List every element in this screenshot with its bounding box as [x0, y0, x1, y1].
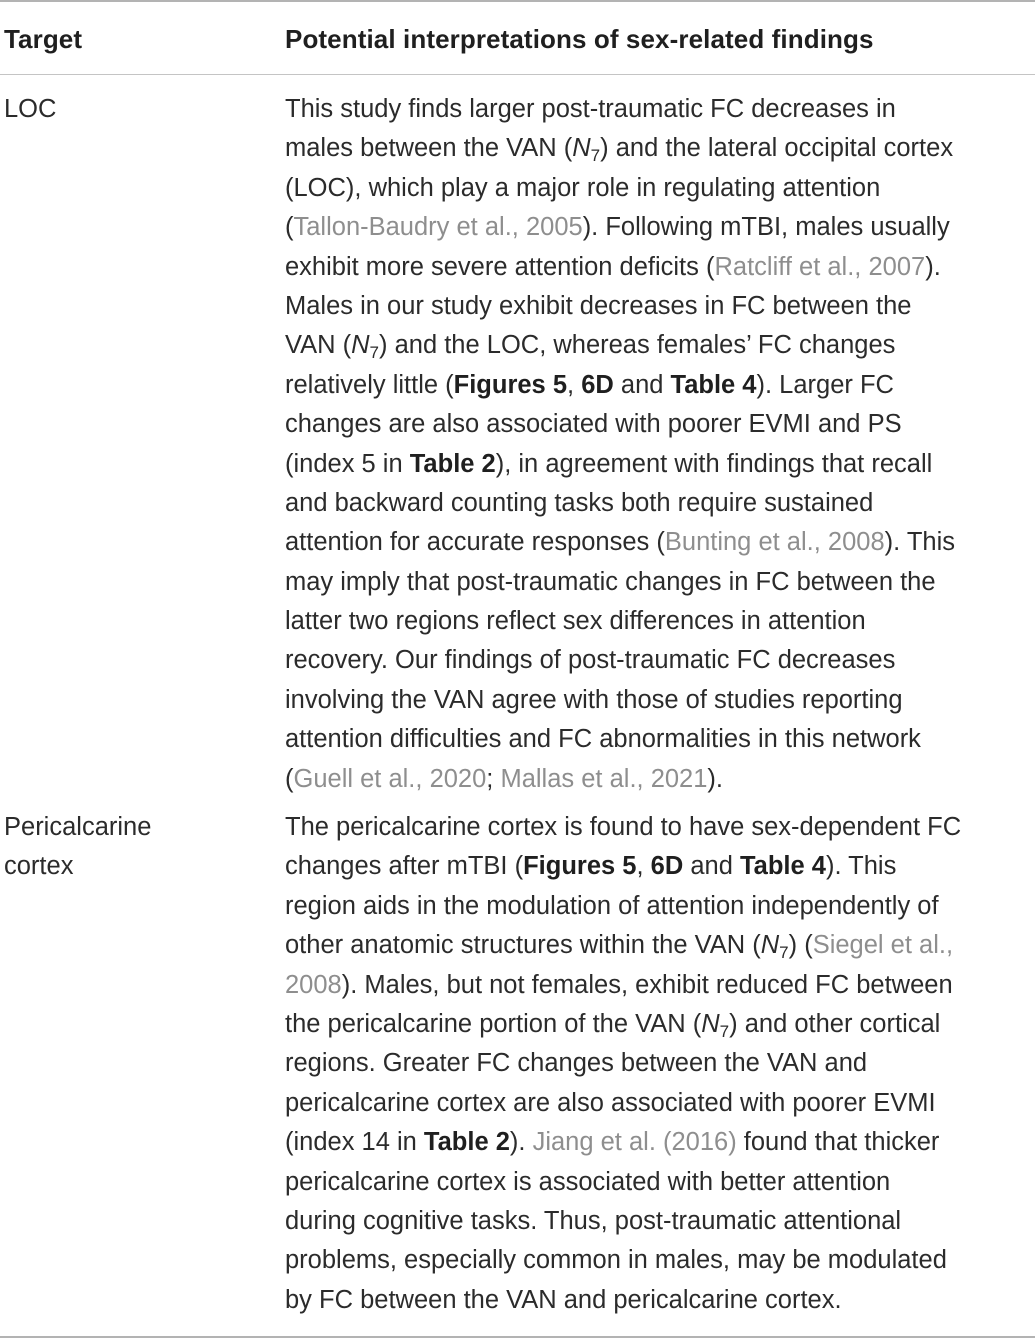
text-segment: ). This	[884, 528, 956, 557]
citation-link[interactable]: Mallas et al., 2021	[500, 764, 708, 793]
text-segment: ) and other cortical	[729, 1009, 941, 1038]
row-2-interpretation	[285, 808, 1035, 1320]
text-line	[285, 1044, 1035, 1083]
text-segment: changes are also associated with poorer EVMI and PS	[285, 410, 902, 439]
text-line	[285, 847, 1035, 886]
row-2-target	[4, 808, 264, 887]
text-segment: The pericalcarine cortex is found to have sex-dependent FC	[285, 813, 962, 841]
text-segment: ).	[925, 252, 941, 281]
text-segment: may imply that post-traumatic changes in FC between the	[285, 567, 936, 596]
text-line	[285, 208, 1035, 247]
text-line	[285, 326, 1035, 365]
text-segment: Males in our study exhibit decreases in FC between the	[285, 291, 912, 320]
text-line	[285, 90, 1035, 129]
citation-link[interactable]: Ratcliff et al., 2007	[714, 252, 926, 281]
text-segment: ).	[509, 1128, 533, 1157]
subscript: 7	[590, 146, 601, 166]
citation-link[interactable]: Guell et al., 2020	[293, 764, 487, 793]
text-segment: ) and the LOC, whereas females’ FC changes	[379, 331, 896, 360]
text-line	[285, 405, 1035, 444]
figure-table-reference[interactable]: 6D	[581, 370, 614, 399]
text-segment: (	[285, 764, 294, 793]
text-segment: (LOC), which play a major role in regulating attention	[285, 173, 881, 202]
text-line	[285, 1084, 1035, 1123]
text-segment: region aids in the modulation of attention independently of	[285, 891, 939, 920]
text-segment: by FC between the VAN and pericalcarine cortex.	[285, 1285, 842, 1314]
text-line	[285, 1163, 1035, 1202]
text-line	[285, 366, 1035, 405]
text-line	[285, 887, 1035, 926]
text-line	[285, 966, 1035, 1005]
text-segment: (	[285, 213, 294, 242]
text-line	[285, 1202, 1035, 1241]
text-line	[285, 287, 1035, 326]
citation-link[interactable]: Bunting et al., 2008	[664, 528, 885, 557]
text-segment: involving the VAN agree with those of studies reporting	[285, 685, 903, 714]
text-segment: other anatomic structures within the VAN (	[285, 931, 761, 960]
text-line	[285, 641, 1035, 680]
citation-link[interactable]: Tallon-Baudry et al., 2005	[293, 213, 583, 242]
text-line	[285, 926, 1035, 965]
text-line	[285, 808, 1035, 847]
text-segment: found that thicker	[736, 1128, 940, 1157]
text-segment: ). Males, but not females, exhibit reduced FC between	[341, 970, 953, 999]
text-segment: ,	[636, 852, 651, 881]
table-top-rule	[0, 0, 1035, 2]
text-line	[285, 484, 1035, 523]
text-segment: ). Following mTBI, males usually	[582, 213, 950, 242]
text-segment: the pericalcarine portion of the VAN (	[285, 1009, 702, 1038]
text-segment: attention difficulties and FC abnormalities in this network	[285, 725, 921, 754]
row-1-target	[4, 90, 264, 129]
text-line	[285, 445, 1035, 484]
text-line	[285, 1005, 1035, 1044]
text-segment: recovery. Our findings of post-traumatic FC decreases	[285, 646, 896, 675]
text-segment: (index 5 in	[285, 449, 410, 478]
text-line	[285, 1241, 1035, 1280]
text-segment: attention for accurate responses (	[285, 528, 665, 557]
text-segment: This study finds larger post-traumatic FC decreases in	[285, 95, 896, 123]
figure-table-reference[interactable]: 6D	[650, 852, 684, 881]
figure-table-reference[interactable]: Table 4	[670, 370, 757, 399]
header-target: Target	[4, 24, 83, 54]
figure-table-reference[interactable]: Table 2	[409, 449, 496, 478]
target-line: Pericalcarine	[4, 813, 152, 841]
text-line	[285, 681, 1035, 720]
italic-symbol: N	[572, 134, 591, 163]
text-segment: problems, especially common in males, may be modulated	[285, 1246, 947, 1275]
text-line	[285, 248, 1035, 287]
text-segment: ).	[707, 764, 723, 793]
target-line: LOC	[4, 95, 57, 123]
text-segment: ;	[486, 764, 501, 793]
citation-link[interactable]: Siegel et al.,	[812, 931, 954, 960]
text-segment: ). This	[825, 852, 897, 881]
text-line	[285, 523, 1035, 562]
text-segment: and	[683, 852, 740, 881]
text-segment: ). Larger FC	[756, 370, 894, 399]
text-segment: ) (	[788, 931, 813, 960]
row-1-interpretation	[285, 90, 1035, 799]
text-segment: relatively little (	[285, 370, 454, 399]
text-segment: latter two regions reflect sex differences in attention	[285, 607, 866, 636]
figure-table-reference[interactable]: Table 2	[423, 1128, 510, 1157]
text-segment: exhibit more severe attention deficits (	[285, 252, 715, 281]
header-interpretations: Potential interpretations of sex-related findings	[285, 24, 874, 54]
citation-link[interactable]: Jiang et al. (2016)	[532, 1128, 737, 1157]
italic-symbol: N	[760, 931, 780, 960]
text-line	[285, 1281, 1035, 1320]
subscript: 7	[719, 1021, 730, 1041]
text-line	[285, 563, 1035, 602]
citation-link[interactable]: 2008	[285, 970, 342, 999]
text-segment: pericalcarine cortex is associated with better attention	[285, 1167, 891, 1196]
text-segment: during cognitive tasks. Thus, post-traumatic attentional	[285, 1206, 902, 1235]
subscript: 7	[369, 343, 380, 363]
target-line: cortex	[4, 852, 74, 881]
text-segment: changes after mTBI (	[285, 852, 524, 881]
subscript: 7	[779, 943, 789, 963]
figure-table-reference[interactable]: Figures 5	[453, 370, 568, 399]
italic-symbol: N	[351, 331, 370, 360]
text-line	[285, 720, 1035, 759]
italic-symbol: N	[701, 1009, 720, 1038]
figure-table-reference[interactable]: Table 4	[739, 852, 826, 881]
text-line	[285, 602, 1035, 641]
text-segment: VAN (	[285, 331, 352, 360]
text-segment: and	[613, 370, 671, 399]
text-segment: ,	[567, 370, 582, 399]
text-segment: males between the VAN (	[285, 134, 573, 163]
text-line	[285, 169, 1035, 208]
text-segment: ) and the lateral occipital cortex	[600, 134, 954, 163]
table-bottom-rule	[0, 1336, 1035, 1338]
text-line	[285, 129, 1035, 168]
header-rule	[0, 74, 1035, 75]
text-line	[285, 1123, 1035, 1162]
figure-table-reference[interactable]: Figures 5	[523, 852, 637, 881]
text-segment: regions. Greater FC changes between the VAN and	[285, 1049, 868, 1078]
text-segment: (index 14 in	[285, 1128, 424, 1157]
text-segment: ), in agreement with findings that recall	[495, 449, 933, 478]
text-line	[285, 760, 1035, 799]
text-segment: pericalcarine cortex are also associated with poorer EVMI	[285, 1088, 936, 1117]
text-segment: and backward counting tasks both require sustained	[285, 488, 874, 517]
